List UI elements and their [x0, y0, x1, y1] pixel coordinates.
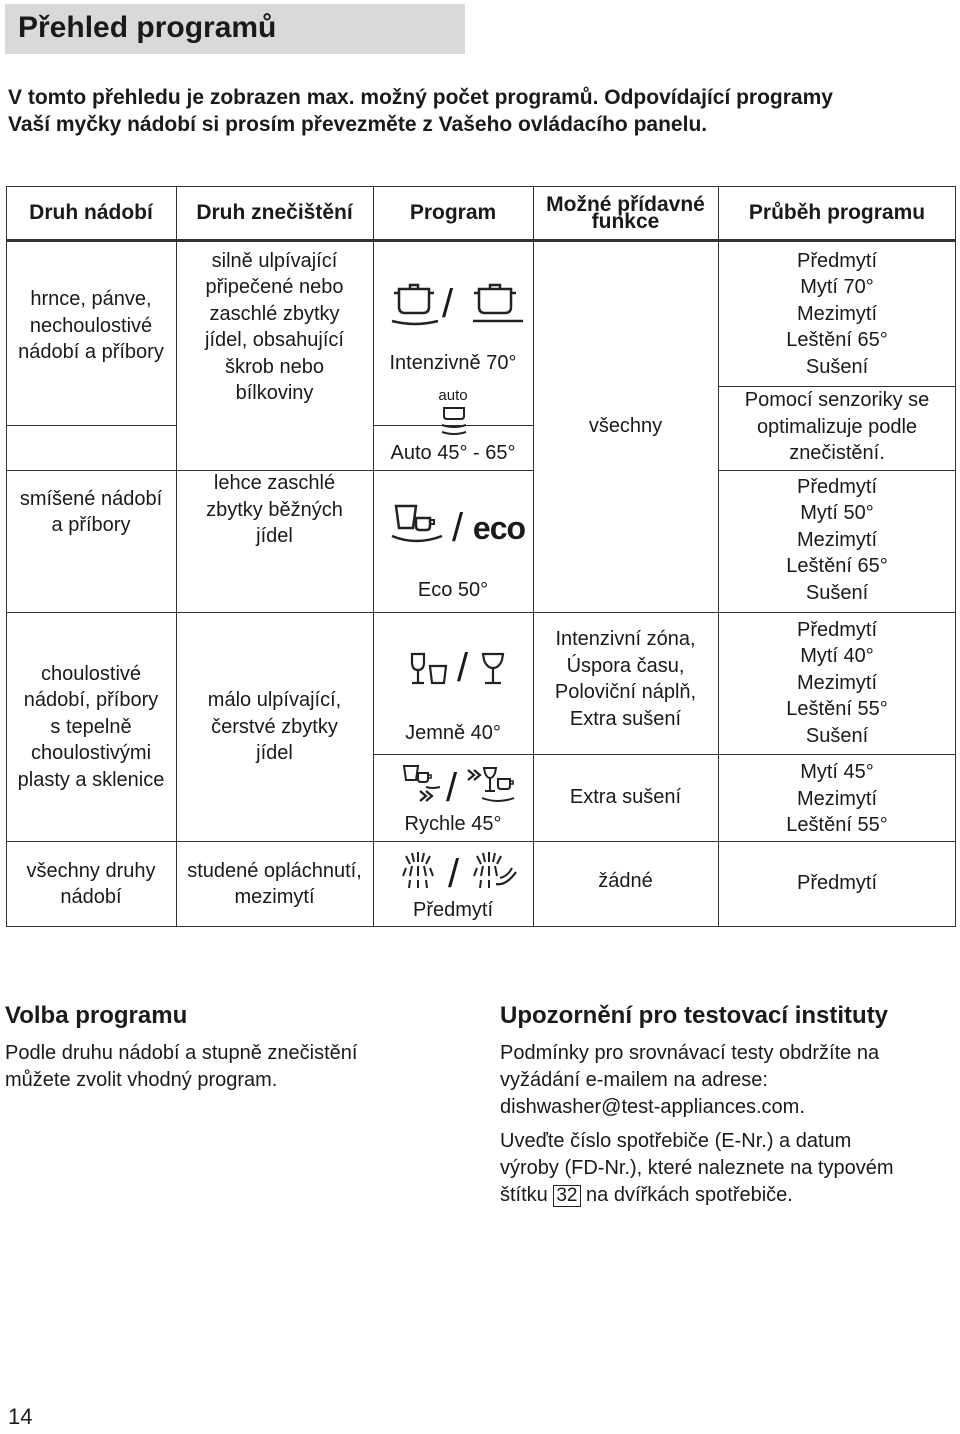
upozorneni-p2-text: Uveďte číslo spotřebiče (E-Nr.) a datum výroby (FD-Nr.), které naleznete na typovém štítku: [500, 1130, 894, 1206]
program-slash: /: [446, 766, 458, 810]
row1-nadobi: hrnce, pánve, nechoulostivé nádobí a příbory: [18, 288, 164, 364]
rinse-icon: [399, 850, 437, 890]
intro-text: [8, 84, 948, 138]
wine-glass-icon: [480, 652, 506, 686]
intro-line-2: Vaší myčky nádobí si prosím převezměte z Vašeho ovládacího panelu.: [8, 113, 708, 136]
rinse-dish-icon: [472, 850, 518, 890]
row4-nadobi: všechny druhy nádobí: [26, 859, 156, 908]
row3-nadobi: choulostivé nádobí, příbory s tepelně choulostivými plasty a sklenice: [17, 662, 165, 791]
upozorneni-p2-after: na dvířkách spotřebiče.: [580, 1184, 793, 1206]
row4-znecisteni: studené opláchnutí, mezimytí: [187, 859, 362, 908]
row2-znecisteni: lehce zaschlé zbytky běžných jídel: [206, 472, 343, 548]
program-table: [6, 186, 956, 927]
table-col-rule-3: [533, 186, 534, 926]
header-druh-nadobi: Druh nádobí: [29, 201, 153, 224]
page-number: 14: [8, 1404, 33, 1429]
quick-glass-icon: [466, 764, 518, 808]
eco-label: eco: [472, 509, 526, 546]
program-eco: Eco 50°: [417, 578, 489, 601]
position-number-badge: 32: [553, 1185, 580, 1207]
pot-icon: [391, 281, 441, 327]
auto-dish-icon: [440, 406, 468, 436]
funkce-jemne: Intenzivní zóna, Úspora času, Poloviční náplň, Extra sušení: [554, 628, 697, 730]
prubeh-predmyti: Předmytí: [796, 871, 878, 894]
table-rule-c2: [718, 470, 956, 471]
row1-znecisteni: silně ulpívající připečené nebo zaschlé zbytky jídel, obsahující škrob nebo bílkoviny: [205, 249, 344, 404]
upozorneni-p2: [500, 1128, 950, 1209]
title-bar: [5, 4, 465, 54]
table-bottom-rule: [6, 926, 956, 927]
program-predmyti: Předmytí: [412, 898, 494, 921]
upozorneni-p1: Podmínky pro srovnávací testy obdržíte na vyžádání e-mailem na adrese: dishwasher@test-appliances.com.: [500, 1042, 880, 1118]
upozorneni-heading: Upozornění pro testovací instituty: [500, 1002, 889, 1029]
program-auto: Auto 45° - 65°: [390, 441, 516, 464]
auto-label: auto: [438, 386, 468, 404]
glass-cup-icon: [408, 652, 454, 686]
funkce-vsechny: všechny: [588, 414, 663, 437]
prubeh-auto: Pomocí senzoriky se optimalizuje podle znečistění.: [744, 389, 930, 465]
program-intenzivne: Intenzivně 70°: [389, 351, 517, 374]
prubeh-eco: Předmytí Mytí 50° Mezimytí Leštění 65° Sušení: [786, 475, 888, 604]
program-jemne: Jemně 40°: [405, 721, 501, 744]
volba-heading: Volba programu: [5, 1002, 188, 1029]
program-slash: /: [442, 282, 454, 326]
program-slash: /: [452, 506, 464, 550]
pot-icon: [471, 281, 525, 327]
table-rule-rychle: [373, 754, 956, 755]
table-rule-r1: [6, 425, 176, 426]
prubeh-rychle: Mytí 45° Mezimytí Leštění 55°: [786, 761, 888, 837]
prubeh-jemne: Předmytí Mytí 40° Mezimytí Leštění 55° Sušení: [786, 618, 888, 747]
intro-line-1: V tomto přehledu je zobrazen max. možný počet programů. Odpovídající programy: [8, 86, 833, 109]
prubeh-intenzivne: Předmytí Mytí 70° Mezimytí Leštění 65° Sušení: [786, 249, 888, 378]
funkce-predmyti: žádné: [598, 869, 653, 892]
cup-plate-icon: [390, 504, 446, 548]
header-pridavne-funkce: Možné přídavné funkce: [546, 192, 705, 233]
header-program: Program: [409, 201, 497, 224]
header-druh-znecisteni: Druh znečištění: [196, 201, 353, 224]
program-slash: /: [448, 852, 460, 896]
row3-znecisteni: málo ulpívající, čerstvé zbytky jídel: [207, 689, 342, 765]
page-title: Přehled programů: [18, 11, 277, 44]
row2-nadobi: smíšené nádobí a příbory: [19, 487, 163, 536]
program-rychle: Rychle 45°: [404, 812, 502, 835]
volba-text: Podle druhu nádobí a stupně znečistění můžete zvolit vhodný program.: [5, 1042, 358, 1091]
quick-dish-icon: [400, 764, 444, 808]
program-slash: /: [457, 646, 469, 690]
funkce-rychle: Extra sušení: [569, 785, 682, 808]
header-prubeh: Průběh programu: [748, 201, 926, 224]
